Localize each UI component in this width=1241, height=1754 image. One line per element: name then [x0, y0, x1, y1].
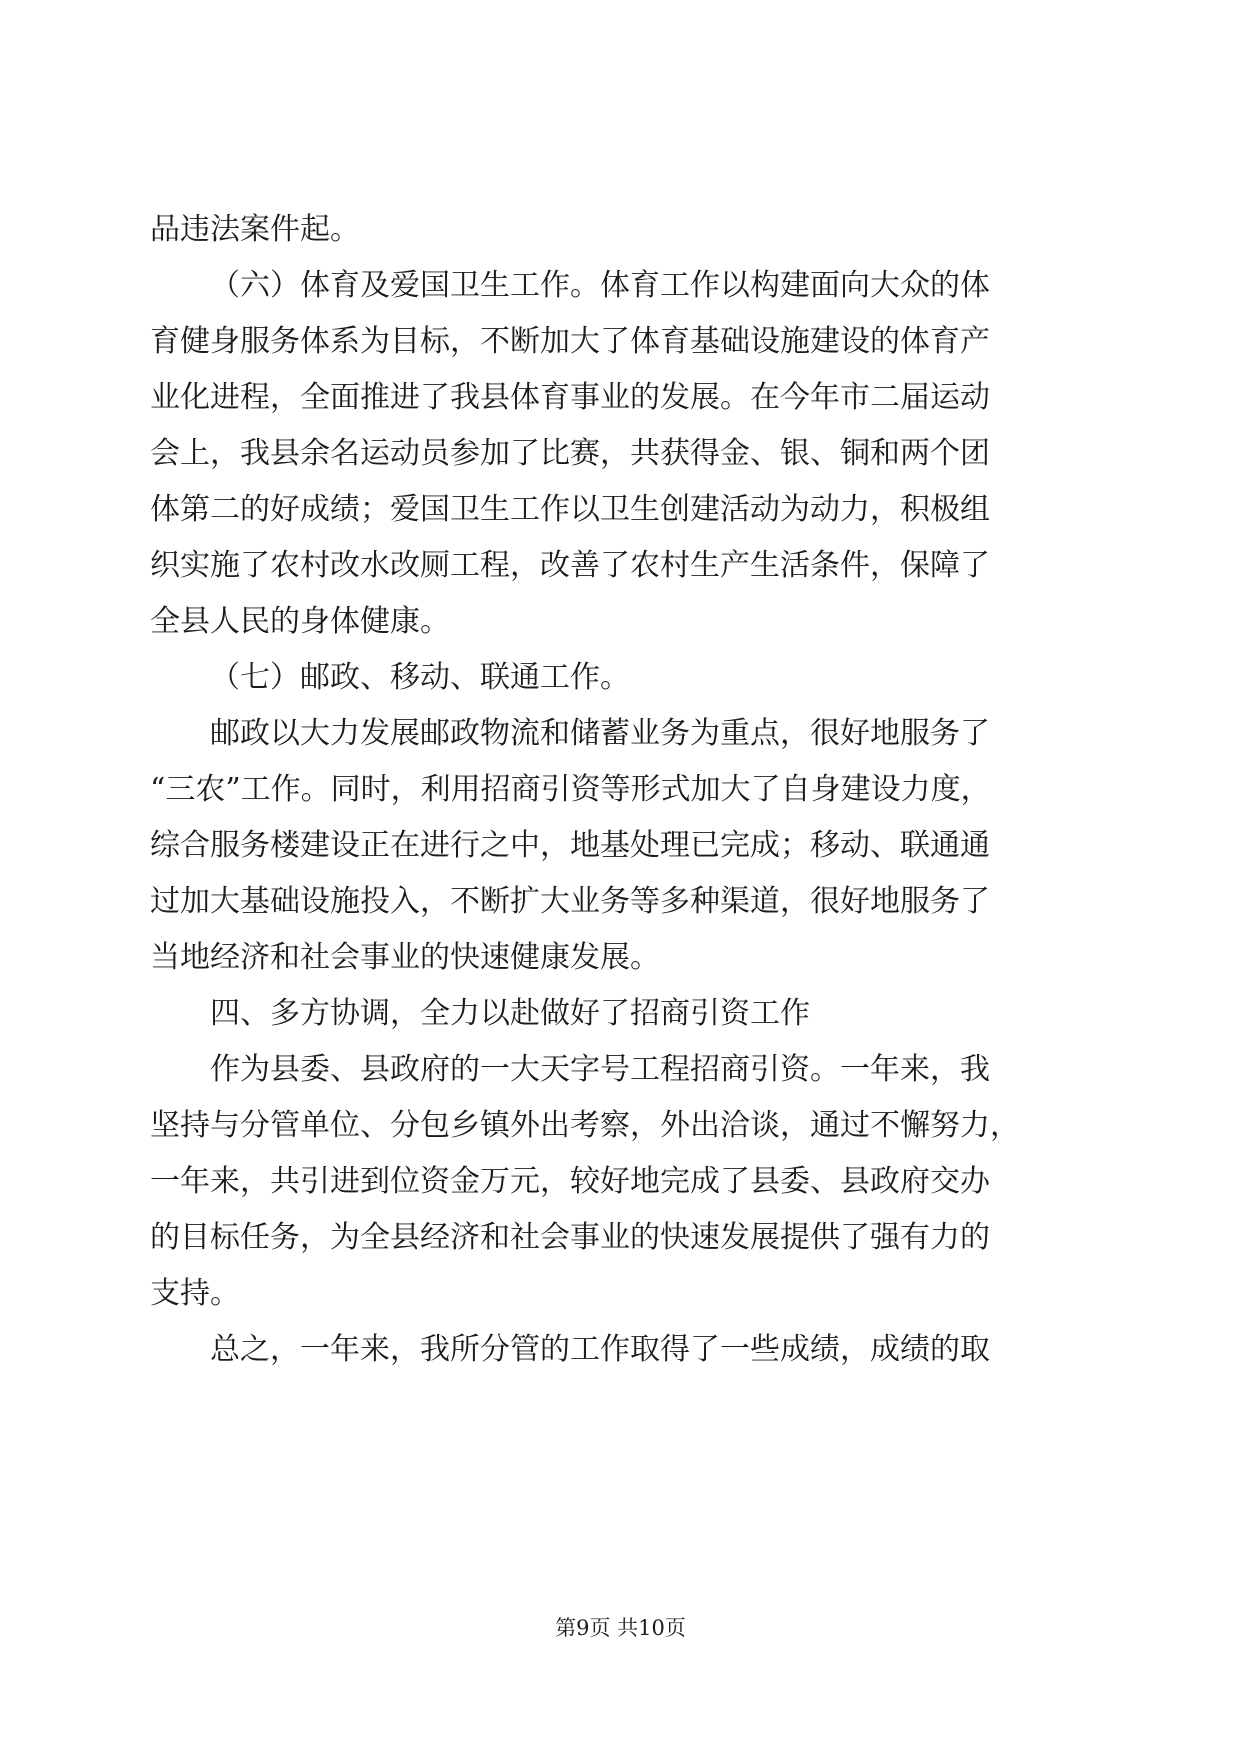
line-text: 一年来，共引进到位资金万元，较好地完成了县委、县政府交办: [150, 1164, 990, 1199]
line-text: 坚持与分管单位、分包乡镇外出考察，外出洽谈，通过不懈努力，: [150, 1108, 1020, 1143]
line-text: 业化进程，全面推进了我县体育事业的发展。在今年市二届运动: [150, 380, 990, 415]
line-text: 综合服务楼建设正在进行之中，地基处理已完成；移动、联通通: [150, 828, 990, 863]
line-text: 体第二的好成绩；爱国卫生工作以卫生创建活动为动力，积极组: [150, 492, 990, 527]
line-text: （六）体育及爱国卫生工作。体育工作以构建面向大众的体: [210, 268, 990, 303]
line-text: 当地经济和社会事业的快速健康发展。: [150, 940, 660, 975]
line-text: 品违法案件起。: [150, 212, 360, 247]
line-text: 育健身服务体系为目标，不断加大了体育基础设施建设的体育产: [150, 324, 990, 359]
line-text: 过加大基础设施投入，不断扩大业务等多种渠道，很好地服务了: [150, 884, 990, 919]
line-text: 作为县委、县政府的一大天字号工程招商引资。一年来，我: [210, 1052, 990, 1087]
page-number-footer: 第9页 共10页: [555, 1616, 686, 1640]
line-text: 总之，一年来，我所分管的工作取得了一些成绩，成绩的取: [210, 1332, 990, 1367]
line-text: 全县人民的身体健康。: [150, 604, 450, 639]
line-text: 邮政以大力发展邮政物流和储蓄业务为重点，很好地服务了: [210, 716, 990, 751]
line-text: 织实施了农村改水改厕工程，改善了农村生产生活条件，保障了: [150, 548, 990, 583]
line-text: （七）邮政、移动、联通工作。: [210, 660, 630, 695]
line-text: “三农”工作。同时，利用招商引资等形式加大了自身建设力度，: [150, 772, 991, 807]
line-text: 的目标任务，为全县经济和社会事业的快速发展提供了强有力的: [150, 1220, 990, 1255]
line-text: 支持。: [150, 1276, 240, 1311]
line-text: 会上，我县余名运动员参加了比赛，共获得金、银、铜和两个团: [150, 436, 990, 471]
line-text: 四、多方协调，全力以赴做好了招商引资工作: [210, 996, 810, 1031]
